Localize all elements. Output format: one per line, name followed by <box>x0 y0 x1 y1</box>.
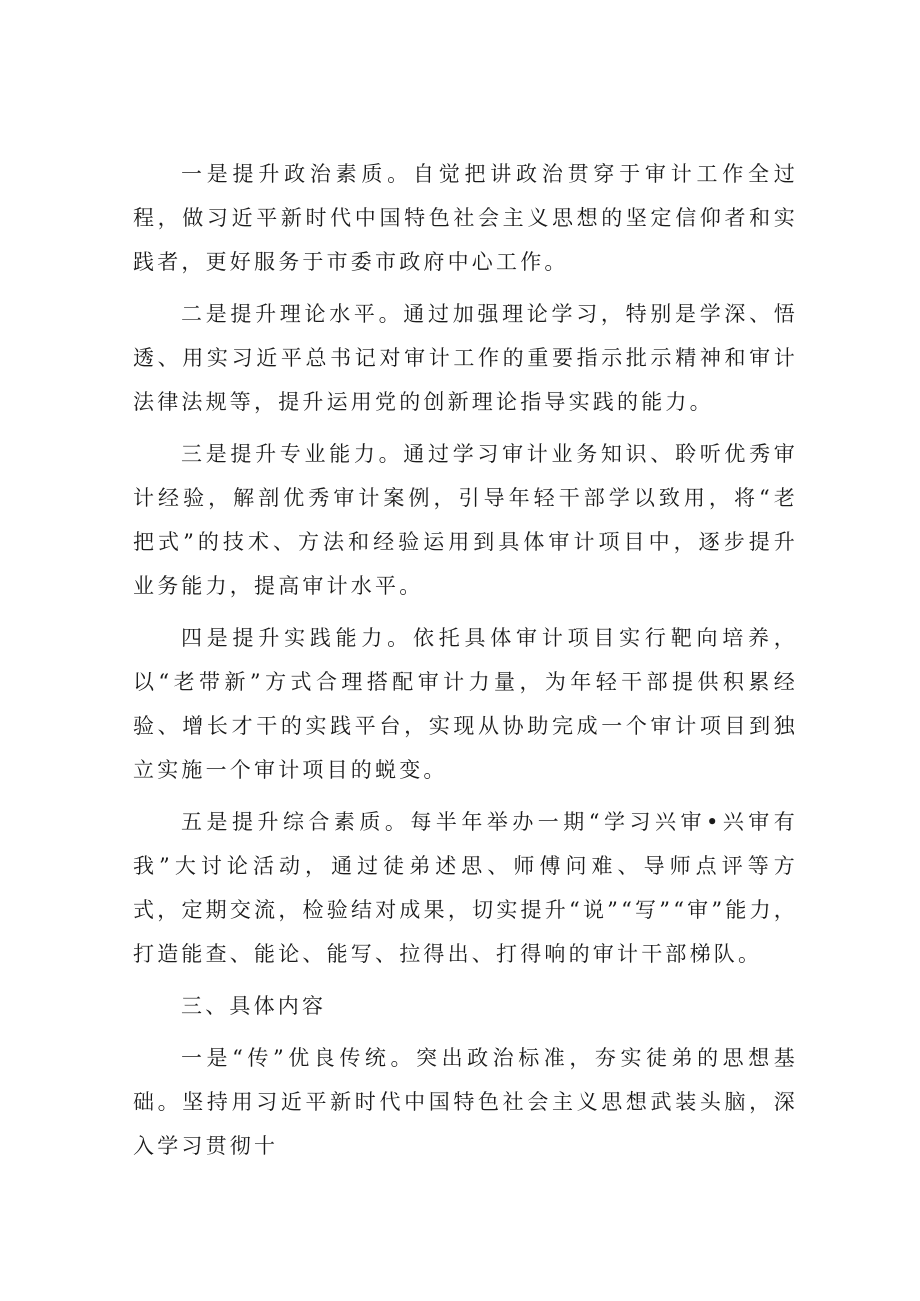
paragraph-practical-ability: 四是提升实践能力。依托具体审计项目实行靶向培养，以“老带新”方式合理搭配审计力量，为年轻干部提供积累经验、增长才干的实践平台，实现从协助完成一个审计项目到独立实施一个审计项目的蜕变。 <box>133 626 798 782</box>
paragraph-theory-level: 二是提升理论水平。通过加强理论学习，特别是学深、悟透、用实习近平总书记对审计工作的重要指示批示精神和审计法律法规等，提升运用党的创新理论指导实践的能力。 <box>133 302 798 414</box>
paragraph-tradition: 一是“传”优良传统。突出政治标准，夯实徒弟的思想基础。坚持用习近平新时代中国特色社会主义思想武装头脑，深入学习贯彻十 <box>133 1046 798 1158</box>
paragraph-political-quality: 一是提升政治素质。自觉把讲政治贯穿于审计工作全过程，做习近平新时代中国特色社会主义思想的坚定信仰者和实践者，更好服务于市委市政府中心工作。 <box>133 162 798 274</box>
paragraph-comprehensive-quality: 五是提升综合素质。每半年举办一期“学习兴审•兴审有我”大讨论活动，通过徒弟述思、师傅问难、导师点评等方式，定期交流，检验结对成果，切实提升“说”“写”“审”能力，打造能查、能论、能写、拉得出、打得响的审计干部梯队。 <box>133 810 798 966</box>
section-heading: 三、具体内容 <box>181 994 327 1018</box>
document-body <box>133 152 798 1176</box>
paragraph-professional-ability: 三是提升专业能力。通过学习审计业务知识、聆听优秀审计经验，解剖优秀审计案例，引导年轻干部学以致用，将“老把式”的技术、方法和经验运用到具体审计项目中，逐步提升业务能力，提高审计水平。 <box>133 442 798 598</box>
